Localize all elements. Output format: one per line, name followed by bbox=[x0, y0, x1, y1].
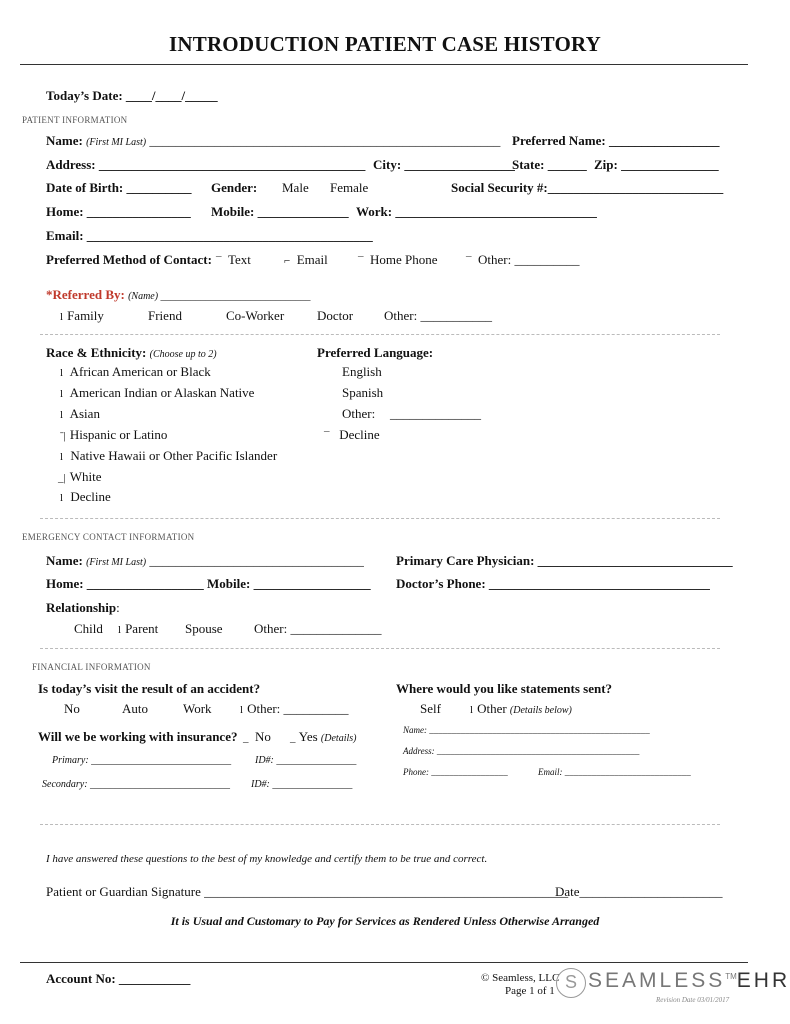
statements-question: Where would you like statements sent? bbox=[396, 681, 613, 696]
patient-info-heading: PATIENT INFORMATION bbox=[22, 115, 128, 125]
contact-other-label: Other: __________ bbox=[478, 252, 580, 267]
account-number-field[interactable]: Account No: ___________ bbox=[46, 971, 191, 986]
attestation-text: I have answered these questions to the best of my knowledge and certify them to be true and correct. bbox=[46, 853, 488, 865]
insurance-yes-hint: (Details) bbox=[320, 733, 357, 744]
secondary-id-field[interactable]: ID#: ________________ bbox=[251, 779, 353, 790]
accident-no-option[interactable]: No bbox=[64, 701, 80, 716]
race-option[interactable] bbox=[60, 406, 100, 422]
section-divider bbox=[40, 518, 720, 519]
checkbox-icon: _ bbox=[243, 732, 249, 744]
emergency-name-label: Name: bbox=[46, 553, 83, 568]
page-title: INTRODUCTION PATIENT CASE HISTORY bbox=[169, 32, 601, 56]
language-option[interactable]: Spanish bbox=[342, 385, 384, 400]
referral-family-option[interactable] bbox=[60, 308, 104, 324]
patient-name-hint: (First MI Last) bbox=[86, 137, 147, 148]
referral-other-option[interactable]: Other: ___________ bbox=[384, 308, 492, 323]
race-label: Race & Ethnicity: bbox=[46, 345, 147, 360]
checkbox-icon: ⌐ bbox=[284, 255, 291, 267]
statement-address-field[interactable]: Address: _____________________________________________ bbox=[403, 746, 640, 756]
race-option[interactable] bbox=[60, 448, 277, 464]
checkbox-icon: l bbox=[240, 704, 244, 716]
primary-insurance-field[interactable]: Primary: ____________________________ bbox=[52, 755, 232, 766]
language-option-label: Decline bbox=[339, 427, 380, 442]
statements-other-option[interactable] bbox=[470, 701, 572, 717]
race-option-label: Hispanic or Latino bbox=[69, 427, 168, 442]
page-number: Page 1 of 1 bbox=[505, 985, 555, 997]
contact-home-label: Home Phone bbox=[370, 252, 438, 267]
referral-option-label: Family bbox=[67, 308, 104, 323]
primary-id-field[interactable]: ID#: ________________ bbox=[255, 755, 357, 766]
relationship-spouse-option[interactable]: Spouse bbox=[185, 621, 223, 636]
zip-field[interactable]: Zip: _______________ bbox=[594, 157, 719, 172]
footer-divider bbox=[20, 962, 748, 963]
doctor-phone-field[interactable]: Doctor’s Phone: __________________________________ bbox=[396, 576, 710, 591]
race-option[interactable] bbox=[58, 469, 101, 485]
race-option-label: Decline bbox=[70, 489, 111, 504]
statement-phone-field[interactable]: Phone: _________________ bbox=[403, 767, 508, 777]
checkbox-icon: ¯ bbox=[324, 430, 330, 442]
brand-name: SEAMLESS bbox=[588, 969, 726, 992]
accident-work-option[interactable]: Work bbox=[183, 701, 212, 716]
secondary-insurance-field[interactable]: Secondary: ____________________________ bbox=[42, 779, 231, 790]
race-hint: (Choose up to 2) bbox=[149, 349, 217, 360]
emergency-phone-field[interactable]: Home: __________________ Mobile: __________________ bbox=[46, 576, 371, 591]
emergency-heading: EMERGENCY CONTACT INFORMATION bbox=[22, 532, 195, 542]
statements-self-option[interactable]: Self bbox=[420, 701, 441, 716]
relationship-other-field[interactable]: Other: ______________ bbox=[254, 621, 382, 636]
race-option[interactable] bbox=[60, 364, 211, 380]
checkbox-icon: ˉ| bbox=[60, 430, 66, 442]
language-other-field[interactable]: ______________ bbox=[390, 406, 481, 421]
gender-female-option[interactable]: Female bbox=[330, 180, 369, 195]
checkbox-icon: l bbox=[60, 367, 64, 379]
seamless-logo-glyph: S bbox=[565, 972, 578, 992]
brand-logo bbox=[588, 969, 790, 993]
home-phone-field[interactable]: Home: ________________ bbox=[46, 204, 191, 219]
race-option-label: Asian bbox=[69, 406, 100, 421]
ssn-field[interactable]: Social Security #:___________________________ bbox=[451, 180, 724, 195]
checkbox-icon: l bbox=[470, 704, 474, 716]
race-heading bbox=[46, 345, 217, 361]
state-field[interactable]: State: ______ bbox=[512, 157, 587, 172]
accident-other-option[interactable] bbox=[240, 701, 349, 717]
dob-field[interactable]: Date of Birth: __________ bbox=[46, 180, 192, 195]
checkbox-icon: ¯ bbox=[358, 255, 364, 267]
referred-by-field[interactable]: (Name) ______________________________ bbox=[128, 291, 311, 302]
accident-other-label: Other: __________ bbox=[247, 701, 349, 716]
accident-question: Is today’s visit the result of an accident? bbox=[38, 681, 261, 696]
race-option[interactable] bbox=[60, 385, 254, 401]
section-divider bbox=[40, 334, 720, 335]
race-option-label: Native Hawaii or Other Pacific Islander bbox=[70, 448, 278, 463]
email-field[interactable]: Email: ____________________________________________ bbox=[46, 228, 373, 243]
relationship-option-label: Parent bbox=[125, 621, 159, 636]
gender-male-option[interactable]: Male bbox=[282, 180, 309, 195]
checkbox-icon: _ bbox=[290, 732, 296, 744]
revision-date: Revision Date 03/01/2017 bbox=[656, 996, 730, 1004]
emergency-name-hint: (First MI Last) bbox=[86, 557, 147, 568]
patient-name-row bbox=[46, 133, 500, 149]
section-divider bbox=[40, 824, 720, 825]
checkbox-icon: l bbox=[60, 409, 64, 421]
insurance-no-option[interactable] bbox=[243, 729, 271, 745]
contact-text-option[interactable] bbox=[216, 252, 251, 268]
race-option[interactable] bbox=[60, 427, 167, 443]
race-option-label: African American or Black bbox=[69, 364, 211, 379]
work-phone-field[interactable]: Work: _______________________________ bbox=[356, 204, 597, 219]
relationship-row: Relationship: bbox=[46, 600, 120, 615]
signature-field[interactable]: Patient or Guardian Signature ________________________________________________________ bbox=[46, 884, 569, 899]
checkbox-icon: ¯ bbox=[216, 255, 222, 267]
race-option[interactable] bbox=[60, 489, 111, 505]
statement-email-field[interactable]: Email: ____________________________ bbox=[538, 767, 691, 777]
preferred-name-field[interactable]: Preferred Name: _________________ bbox=[512, 133, 720, 148]
insurance-yes-option[interactable] bbox=[290, 729, 356, 745]
contact-method-label: Preferred Method of Contact: bbox=[46, 252, 212, 267]
patient-name-field[interactable]: ______________________________________________________ bbox=[149, 133, 501, 148]
checkbox-icon: l bbox=[60, 492, 64, 504]
referral-row bbox=[46, 287, 311, 303]
city-field[interactable]: City: _________________ bbox=[373, 157, 515, 172]
brand-tm: TM bbox=[725, 972, 737, 981]
contact-text-label: Text bbox=[228, 252, 251, 267]
language-option[interactable]: Other: bbox=[342, 406, 376, 421]
brand-ehr: EHR bbox=[736, 969, 790, 992]
emergency-name-row bbox=[46, 553, 364, 569]
checkbox-icon: _| bbox=[58, 472, 66, 484]
language-label: Preferred Language: bbox=[317, 345, 434, 360]
checkbox-icon: ¯ bbox=[466, 255, 472, 267]
race-option-label: American Indian or Alaskan Native bbox=[69, 385, 255, 400]
relationship-child-option[interactable]: Child bbox=[74, 621, 103, 636]
payment-notice: It is Usual and Customary to Pay for Services as Rendered Unless Otherwise Arranged bbox=[170, 914, 600, 928]
referral-friend-option[interactable]: Friend bbox=[148, 308, 182, 323]
relationship-label: Relationship bbox=[46, 600, 117, 615]
referral-doctor-option[interactable]: Doctor bbox=[317, 308, 354, 323]
referred-by-label: *Referred By: bbox=[46, 287, 125, 302]
address-field[interactable]: Address: _________________________________________ bbox=[46, 157, 366, 172]
insurance-question: Will we be working with insurance? bbox=[38, 729, 238, 744]
checkbox-icon: l bbox=[60, 388, 64, 400]
checkbox-icon: l bbox=[118, 624, 122, 636]
statements-other-hint: (Details below) bbox=[509, 705, 572, 716]
checkbox-icon: l bbox=[60, 311, 64, 323]
contact-other-option[interactable] bbox=[466, 252, 579, 268]
contact-home-option[interactable] bbox=[358, 252, 438, 268]
accident-auto-option[interactable]: Auto bbox=[122, 701, 148, 716]
checkbox-icon: l bbox=[60, 451, 64, 463]
insurance-no-label: No bbox=[255, 729, 271, 744]
section-divider bbox=[40, 648, 720, 649]
todays-date-field[interactable]: Today’s Date: ____/____/_____ bbox=[46, 88, 218, 103]
relationship-parent-option[interactable] bbox=[118, 621, 158, 637]
statements-other-label: Other bbox=[477, 701, 507, 716]
pcp-field[interactable]: Primary Care Physician: ______________________________ bbox=[396, 553, 733, 568]
insurance-yes-label: Yes bbox=[298, 729, 318, 744]
statement-name-field[interactable]: Name: _________________________________________________ bbox=[403, 725, 650, 735]
contact-email-label: Email bbox=[296, 252, 328, 267]
language-option[interactable]: English bbox=[342, 364, 382, 379]
copyright-text: © Seamless, LLC bbox=[481, 972, 560, 984]
referral-coworker-option[interactable]: Co-Worker bbox=[226, 308, 285, 323]
mobile-phone-field[interactable]: Mobile: ______________ bbox=[211, 204, 349, 219]
patient-name-label: Name: bbox=[46, 133, 83, 148]
financial-heading: FINANCIAL INFORMATION bbox=[32, 662, 151, 672]
title-divider bbox=[20, 64, 748, 65]
race-option-label: White bbox=[69, 469, 102, 484]
gender-label: Gender: bbox=[211, 180, 258, 195]
contact-email-option[interactable] bbox=[284, 252, 328, 268]
emergency-name-field[interactable]: _________________________________ bbox=[149, 553, 364, 568]
language-option[interactable] bbox=[324, 427, 380, 443]
signature-date-field[interactable]: Date______________________ bbox=[555, 884, 723, 899]
